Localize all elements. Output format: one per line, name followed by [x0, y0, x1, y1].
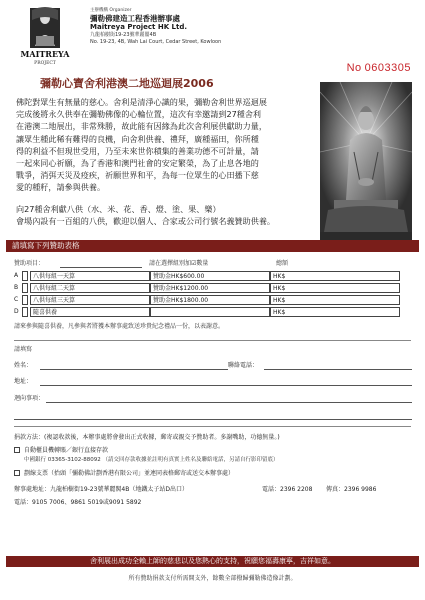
row-price: 贊助金HK$600.00	[150, 271, 270, 281]
row-price[interactable]	[150, 307, 270, 317]
page-title: 彌勒心寶舍利港澳二地巡迴展2006	[40, 77, 214, 90]
intro-text	[16, 96, 316, 227]
intro-line: 完成後將永久供奉在彌勒佛像的心輪位置，這次有幸邀請到27種舍利	[16, 109, 262, 120]
address-label: 地址：	[14, 378, 33, 385]
atm-label: 自動櫃員機轉賬／銀行直接存款	[24, 447, 109, 454]
row-checkbox[interactable]	[22, 283, 28, 293]
buddha-statue-photo	[320, 82, 412, 244]
funds-note: 所有贊助捐款支付所需開支外，餘數全部撥歸彌勒佛造像計劃。	[128, 575, 297, 582]
row-total[interactable]: HK$	[270, 283, 400, 293]
address-field[interactable]	[40, 385, 412, 386]
blessing-banner: 舍利展出成功全賴上師的慈悲以及您熱心的支持，祝願您福壽康寧，吉祥如意。	[6, 556, 419, 567]
serial-value: 0603305	[364, 62, 411, 74]
phone-label: 聯絡電話：	[228, 362, 259, 369]
dedication-row	[14, 393, 412, 405]
name-label: 姓名：	[14, 362, 33, 369]
dedication-label: 迴向事項：	[14, 395, 45, 402]
maitreya-logo	[14, 6, 76, 68]
intro-line: 愛的種籽，請參與供養。	[16, 182, 106, 193]
serial-prefix: No	[346, 62, 362, 74]
phone-field[interactable]	[264, 369, 412, 370]
intro-line: 讓眾生種此稀有難得的良機，向舍利供養、禮拜，廣種福田，你所種	[16, 133, 259, 144]
svg-text:MAITREYA: MAITREYA	[20, 49, 70, 59]
address-row	[14, 376, 412, 388]
cheque-label: 劃線支票（抬頭「彌勒佛計劃香港有限公司」並連同表格郵寄或送交本辦事處）	[24, 470, 235, 477]
intro-line: 在港澳二地展出，非常殊勝，故此能有因緣為此次舍利展供獻助力量，	[16, 121, 267, 132]
office-address: 辦事處地址：九龍柏樹街19-23號華麗閣4B（地鐵太子站D出口）	[14, 486, 188, 493]
serial-number	[347, 62, 411, 74]
applicant-heading: 請填寫	[14, 346, 33, 353]
payment-option-atm	[14, 447, 108, 455]
office-address-row	[14, 486, 377, 494]
organizer-tag: 主辦機構 Organizer	[90, 8, 132, 13]
row-item-name: 隨喜供養	[30, 307, 150, 317]
office-tel: 電話：2396 2208	[262, 486, 313, 493]
section-divider	[14, 340, 411, 341]
row-price: 贊助金HK$1800.00	[150, 295, 270, 305]
name-phone-row	[14, 360, 412, 372]
row-item-name: 八供每組三天算	[30, 295, 150, 305]
office-fax: 傳真：2396 9986	[326, 486, 377, 493]
dedication-row-2	[14, 410, 412, 422]
organizer-address-zh: 九龍柏樹街19-23號華麗閣4B	[90, 32, 157, 38]
section-divider	[14, 426, 411, 427]
table-row	[14, 294, 414, 306]
organizer-name-en: Maitreya Project HK Ltd.	[90, 23, 188, 31]
row-letter: D	[14, 308, 19, 315]
intro-line: 一起來同心祈願，為了香港和澳門社會的安定繁榮，為了止息各地的	[16, 158, 259, 169]
payment-intro: 捐款方法：(複認收款後，本辦事處將會發出正式收據，郵寄或親交予贊助者。多謝嘴助，功德無量。)	[14, 434, 280, 441]
row-checkbox[interactable]	[22, 307, 28, 317]
intro-line: 得的利益不但現世受用，乃至未來世你積集的善業功德不可計量，請	[16, 145, 259, 156]
organizer-info	[90, 8, 340, 46]
dedication-field[interactable]	[46, 402, 412, 403]
organizer-name-zh: 彌勒佛建造工程香港辦事處	[90, 14, 180, 23]
form-section-header: 請填寫下列贊助表格	[6, 240, 419, 252]
dedication-field-2[interactable]	[14, 419, 412, 420]
intro-line: 佛陀對眾生有無量的慈心。舍利是清淨心識的果，彌勒舍利世界巡迴展	[16, 97, 267, 107]
organizer-address-en: No. 19-23, 4B, Wah Lai Court, Cedar Street, Kowloon	[90, 39, 222, 45]
col-tick-label: 請在選擇組別加☑數量	[149, 260, 209, 267]
offering-line: 會場內設有一百組的八供，歡迎以個人、合家或公司行號名義贊助供養。	[16, 215, 276, 226]
row-item-name: 八供每組一天算	[30, 271, 150, 281]
item-underline	[60, 267, 142, 268]
name-field[interactable]	[40, 369, 228, 370]
sponsorship-table	[14, 258, 414, 318]
table-row	[14, 282, 414, 294]
row-total[interactable]: HK$	[270, 271, 400, 281]
atm-detail: 中國銀行 03365-3102-88092 （請交回存款收據並註明有真實上姓名及聯絡電話，另請自行影印留底）	[24, 457, 279, 463]
contact-tel-row: 電話：9105 7006、9861 5019或9091 5892	[14, 499, 142, 506]
row-item-name: 八供每組二天算	[30, 283, 150, 293]
row-checkbox[interactable]	[22, 271, 28, 281]
payment-option-cheque	[14, 470, 234, 478]
intro-line: 戰爭，消弭天災及疫疾，祈願世界和平，為每一位眾生的心田播下慈	[16, 170, 259, 181]
gift-note: 請來參與隨喜供養，凡參與者將獲本辦事處致送珍貴紀念禮品一份，以表謝意。	[14, 323, 225, 330]
row-checkbox[interactable]	[22, 295, 28, 305]
col-item-label: 贊助項目：	[14, 260, 45, 267]
offering-line: 向27種舍利獻八供（水、米、花、香、燈、塗、果、樂）	[16, 203, 221, 214]
cheque-checkbox[interactable]	[14, 470, 20, 476]
row-total[interactable]: HK$	[270, 307, 400, 317]
row-letter: A	[14, 272, 19, 279]
row-total[interactable]: HK$	[270, 295, 400, 305]
table-header-row	[14, 258, 414, 270]
table-row	[14, 270, 414, 282]
atm-checkbox[interactable]	[14, 447, 20, 453]
table-row	[14, 306, 414, 318]
row-price: 贊助金HK$1200.00	[150, 283, 270, 293]
row-letter: C	[14, 296, 19, 303]
svg-text:PROJECT: PROJECT	[34, 61, 56, 66]
row-letter: B	[14, 284, 19, 291]
col-total-label: 總額	[276, 260, 289, 267]
